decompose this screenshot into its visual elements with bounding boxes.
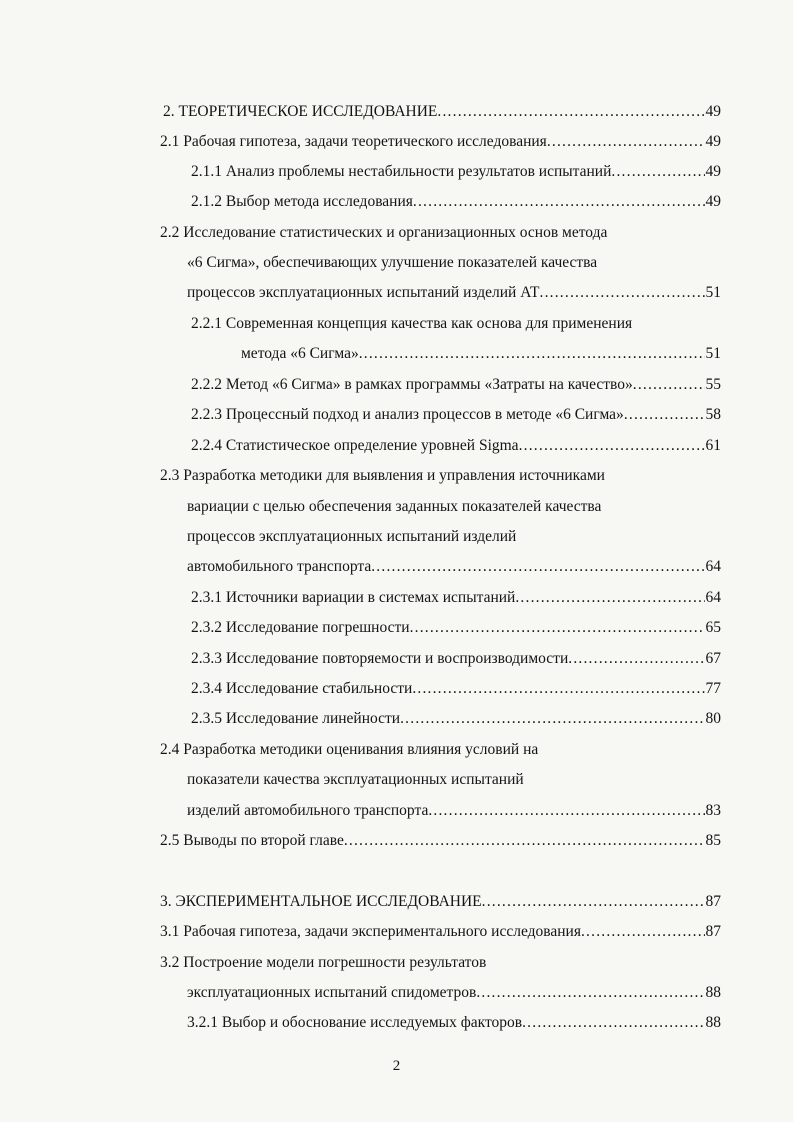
toc-entry-2-3	[187, 557, 721, 577]
toc-title: 2.3.4 Исследование стабильности	[191, 680, 413, 697]
toc-title: 2.1.1 Анализ проблемы нестабильности результатов испытаний	[191, 163, 612, 180]
toc-entry-2-4-line: 2.4 Разработка методики оценивания влияния условий на	[160, 741, 539, 758]
toc-title: метода «6 Сигма»	[241, 345, 359, 362]
toc-page: 58	[705, 406, 721, 423]
toc-title: 2.1.2 Выбор метода исследования	[191, 193, 413, 210]
toc-page: 67	[705, 650, 721, 667]
toc-page: 49	[705, 163, 721, 180]
toc-title: 2.2.3 Процессный подход и анализ процессов в методе «6 Сигма»	[191, 406, 624, 423]
toc-page: 65	[705, 619, 721, 636]
toc-entry-2-3-4	[191, 679, 721, 699]
dot-leader	[371, 557, 704, 577]
toc-entry-2-2-2	[191, 375, 721, 395]
toc-page: 51	[705, 284, 721, 301]
toc-entry-2-4-line: показатели качества эксплуатационных испытаний	[187, 771, 524, 788]
toc-title: 2. ТЕОРЕТИЧЕСКОЕ ИССЛЕДОВАНИЕ	[163, 103, 438, 120]
toc-entry-2-2-line: «6 Сигма», обеспечивающих улучшение показателей качества	[187, 254, 598, 271]
toc-entry-2-3-3	[191, 649, 721, 669]
toc-entry-2-3-5	[191, 709, 721, 729]
toc-entry-2-1-1	[191, 162, 721, 182]
toc-title: автомобильного транспорта	[187, 558, 372, 575]
toc-entry-2-3-line: вариации с целью обеспечения заданных показателей качества	[187, 498, 602, 515]
toc-title: 3.1 Рабочая гипотеза, задачи экспериментального исследования	[160, 923, 581, 940]
dot-leader	[624, 405, 705, 425]
toc-entry-3-1	[160, 922, 721, 942]
dot-leader	[428, 801, 704, 821]
toc-title: 3. ЭКСПЕРИМЕНТАЛЬНОЕ ИССЛЕДОВАНИЕ	[160, 893, 482, 910]
toc-entry-2-1	[160, 132, 721, 152]
dot-leader	[344, 831, 705, 851]
dot-leader	[413, 192, 705, 212]
toc-page: 49	[705, 193, 721, 210]
toc-title: 3.2.1 Выбор и обоснование исследуемых факторов	[187, 1014, 523, 1031]
toc-page: 49	[705, 133, 721, 150]
toc-entry-2-1-2	[191, 192, 721, 212]
toc-page: 77	[705, 680, 721, 697]
toc-title: 2.3.1 Источники вариации в системах испытаний	[191, 589, 516, 606]
toc-entry-2-2-1-line: 2.2.1 Современная концепция качества как основа для применения	[191, 315, 633, 332]
toc-entry-2-2	[187, 283, 721, 303]
toc-title: эксплуатационных испытаний спидометров	[187, 984, 477, 1001]
toc-page: 64	[705, 558, 721, 575]
toc-page: 85	[705, 832, 721, 849]
toc-page: 49	[705, 103, 721, 120]
toc-entry-2-4	[187, 801, 721, 821]
toc-entry-3-2-line: 3.2 Построение модели погрешности результатов	[160, 954, 487, 971]
toc-entry-2-3-2	[191, 618, 721, 638]
toc-page: 61	[705, 437, 721, 454]
dot-leader	[437, 102, 704, 122]
toc-page: 83	[705, 802, 721, 819]
toc-title: изделий автомобильного транспорта	[187, 802, 429, 819]
page-number: 2	[392, 1058, 401, 1074]
dot-leader	[482, 892, 705, 912]
toc-page: 55	[705, 376, 721, 393]
toc-title: процессов эксплуатационных испытаний изделий АТ	[187, 284, 540, 301]
toc-page: 88	[705, 1014, 721, 1031]
toc-title: 2.2.2 Метод «6 Сигма» в рамках программы «Затраты на качество»	[191, 376, 633, 393]
dot-leader	[476, 983, 704, 1003]
toc-title: 2.3.3 Исследование повторяемости и воспроизводимости	[191, 650, 569, 667]
toc-entry-3-2-1	[187, 1013, 721, 1033]
toc-entry-2-2-3	[191, 405, 721, 425]
toc-page: 80	[705, 710, 721, 727]
toc-page: 51	[705, 345, 721, 362]
toc-page: 88	[705, 984, 721, 1001]
toc-page: 87	[705, 893, 721, 910]
toc-entry-2-2-4	[191, 436, 721, 456]
dot-leader	[400, 709, 704, 729]
toc-entry-ch3	[160, 892, 721, 912]
dot-leader	[515, 588, 704, 608]
toc-entry-2-3-line: 2.3 Разработка методики для выявления и управления источниками	[160, 467, 605, 484]
toc-title: 2.1 Рабочая гипотеза, задачи теоретического исследования	[160, 133, 547, 150]
toc-page: 87	[705, 923, 721, 940]
toc-entry-2-2-line: 2.2 Исследование статистических и организационных основ метода	[160, 224, 608, 241]
toc-title: 2.3.5 Исследование линейности	[191, 710, 401, 727]
toc-entry-3-2	[187, 983, 721, 1003]
dot-leader	[410, 618, 705, 638]
toc-title: 2.2.4 Статистическое определение уровней Sigma	[191, 437, 519, 454]
dot-leader	[412, 679, 704, 699]
dot-leader	[633, 375, 705, 395]
dot-leader	[568, 649, 704, 669]
dot-leader	[581, 922, 705, 942]
dot-leader	[611, 162, 704, 182]
toc-title: 2.3.2 Исследование погрешности	[191, 619, 410, 636]
toc-entry-2-3-1	[191, 588, 721, 608]
dot-leader	[540, 283, 705, 303]
dot-leader	[547, 132, 705, 152]
toc-entry-2-5	[160, 831, 721, 851]
toc-page: 64	[705, 589, 721, 606]
dot-leader	[519, 436, 705, 456]
toc-entry-2-2-1	[241, 344, 721, 364]
dot-leader	[359, 344, 705, 364]
toc-title: 2.5 Выводы по второй главе	[160, 832, 344, 849]
toc-entry-2-3-line: процессов эксплуатационных испытаний изделий	[187, 528, 517, 545]
dot-leader	[522, 1013, 704, 1033]
toc-entry-ch2	[163, 102, 721, 122]
